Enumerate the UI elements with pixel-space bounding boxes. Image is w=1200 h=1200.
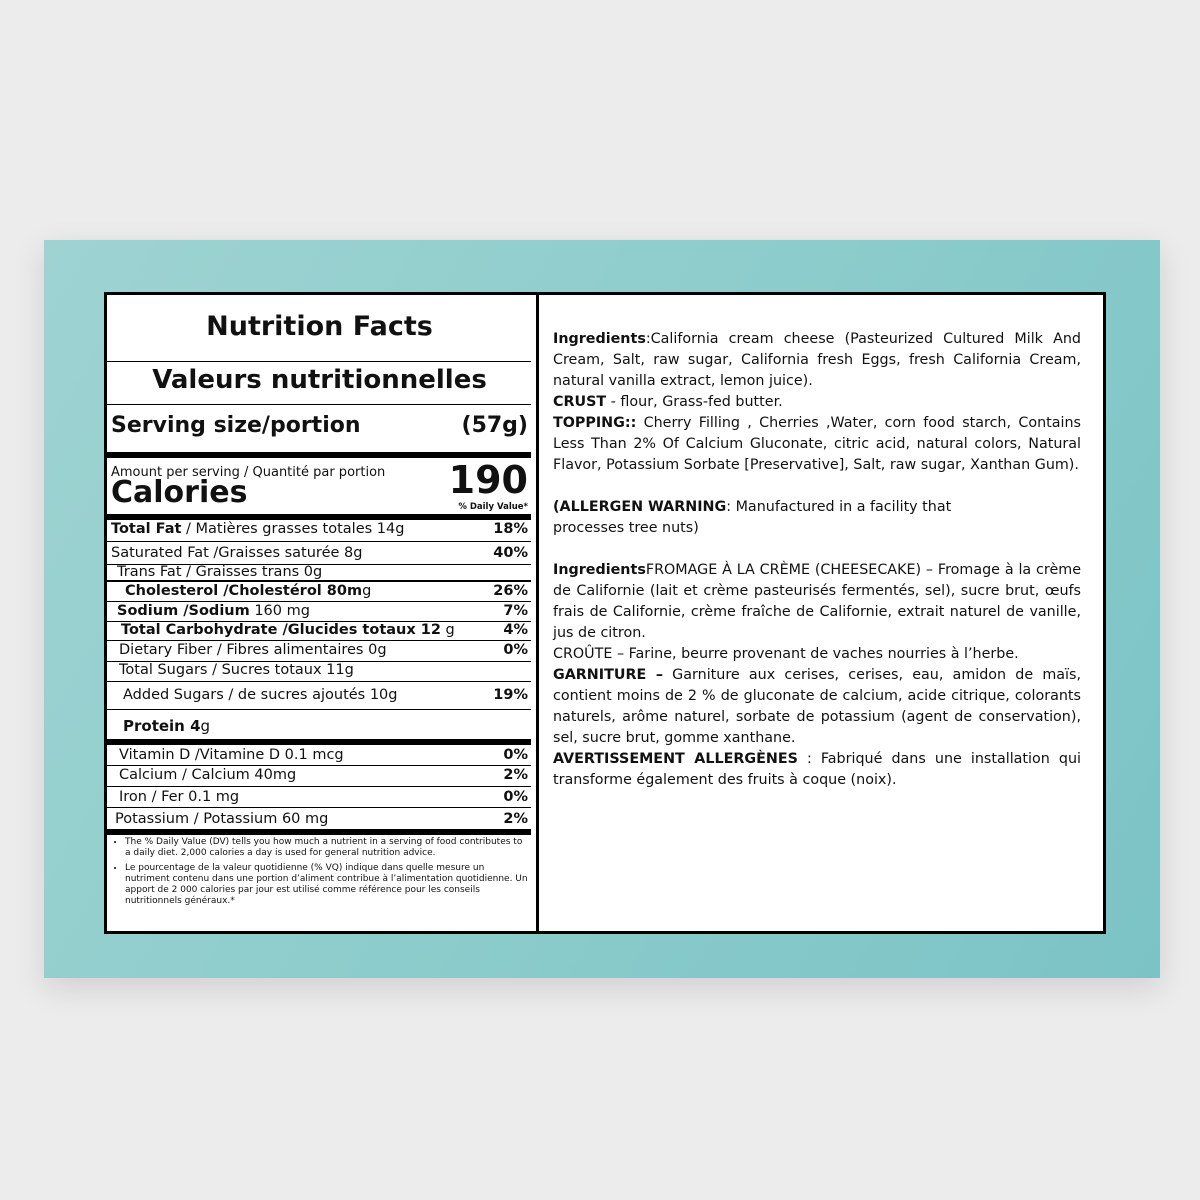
nutrition-title-fr: Valeurs nutritionnelles (152, 365, 487, 395)
vitamin-name: Potassium / Potassium 60 mg (115, 811, 329, 827)
garniture-text: Garniture aux cerises, cerises, eau, amidon de maïs, contient moins de 2 % de gluconate de calcium, acide citrique, colorants naturels, arôme naturel, sorbate de potassium (agent de conservation), sel, sucre brut, gomme xanthane. (553, 667, 1081, 746)
nutrient-name (111, 521, 404, 537)
avertissement-text: : Fabriqué dans une installation qui transforme également des fruits à coque (noix). (553, 751, 1081, 788)
divider-line (107, 580, 531, 582)
nutrient-name: Added Sugars / de sucres ajoutés 10g (123, 687, 398, 703)
vitamin-name: Iron / Fer 0.1 mg (119, 789, 240, 805)
serving-size-value: (57g) (461, 413, 528, 438)
nutrient-row-saturated-fat (111, 545, 528, 561)
nutrient-name (117, 603, 310, 619)
divider-line (107, 404, 531, 405)
allergen-text: : Manufactured in a facility that processes tree nuts) (553, 499, 952, 536)
footnote-fr: • Le pourcentage de la valeur quotidienne (% VQ) indique dans quelle mesure un nutriment contenu dans une portion d’aliment contribue à l’alimentation quotidienne. Un apport de 2 000 calories par jour est utilisé comme référence pour les conseils nutritionnels généraux.* (125, 863, 528, 907)
avertissement-label: AVERTISSEMENT ALLERGÈNES (553, 751, 798, 767)
spacer (553, 539, 1081, 560)
nutrient-row-carbohydrate (111, 622, 528, 638)
divider-line (107, 709, 531, 710)
nutrient-name (123, 717, 210, 735)
nutrient-row-added-sugars (111, 687, 528, 703)
nutrient-dv: 18% (493, 521, 528, 537)
serving-size-label: Serving size/portion (111, 413, 361, 438)
ingredients-panel (553, 329, 1081, 791)
thick-divider (107, 739, 531, 745)
nutrient-name-rest: / Matières grasses totales (181, 521, 373, 537)
allergen-warning-en (553, 497, 1081, 539)
nutrition-facts-panel (107, 295, 536, 931)
nutrition-title-en: Nutrition Facts (206, 311, 433, 342)
nutrient-dv: 4% (503, 622, 528, 638)
nutrient-name: Dietary Fiber / Fibres alimentaires 0g (119, 642, 387, 658)
nutrient-dv: 0% (503, 642, 528, 658)
divider-line (107, 786, 531, 787)
nutrient-name-rest: 160 mg (249, 603, 310, 619)
nutrient-dv: 40% (493, 545, 528, 561)
allergen-label: (ALLERGEN WARNING (553, 499, 727, 515)
vitamin-row-calcium (111, 767, 528, 783)
topping-text: Cherry Filling , Cherries ,Water, corn food starch, Contains Less Than 2% Of Calcium Gluconate, citric acid, natural colors, Natural Flavor, Potassium Sorbate [Preservative], Salt, raw sugar, Xanthan Gum). (553, 415, 1081, 473)
footnote (111, 837, 528, 911)
garniture-label: GARNITURE – (553, 667, 663, 683)
spacer (553, 476, 1081, 497)
serving-size-row (111, 413, 528, 438)
divider-line (107, 681, 531, 682)
vitamin-row-iron (111, 789, 528, 805)
nutrient-name-rest: g (440, 622, 455, 638)
nutrient-name (121, 622, 455, 638)
nutrient-name-rest: g (200, 717, 211, 735)
nutrient-row-cholesterol (111, 583, 528, 599)
nutrient-name: Total Sugars / Sucres totaux 11g (119, 662, 354, 678)
ingredients-en (553, 329, 1081, 392)
divider-line (107, 807, 531, 808)
vitamin-dv: 2% (503, 811, 528, 827)
nutrient-row-total-fat (111, 521, 528, 537)
vitamin-row-vitamin-d (111, 747, 528, 763)
divider-line (107, 361, 531, 362)
label-divider (536, 295, 539, 931)
nutrient-row-dietary-fiber (111, 642, 528, 658)
nutrient-dv: 26% (493, 583, 528, 599)
calories-value-row (111, 458, 528, 502)
croute-line: CROÛTE – Farine, beurre provenant de vaches nourries à l’herbe. (553, 646, 1019, 662)
nutrient-name-bold: Total Fat (111, 521, 182, 537)
allergen-warning-fr (553, 749, 1081, 791)
nutrient-dv: 19% (493, 687, 528, 703)
ingredients-fr-text: FROMAGE À LA CRÈME (CHEESECAKE) – Fromage à la crème de Californie (lait et crème pasteurisés fermentés, sel), sucre brut, œufs frais de Californie, crème fraîche de Californie, extrait naturel de vanille, jus de citron. (553, 562, 1081, 641)
calories-label: Calories (111, 475, 248, 510)
vitamin-row-potassium (111, 811, 528, 827)
vitamin-name: Vitamin D /Vitamine D 0.1 mcg (119, 747, 344, 763)
daily-value-header: % Daily Value* (458, 502, 528, 512)
topping-label: TOPPING:: (553, 415, 637, 431)
divider-line (107, 541, 531, 542)
crust-text: - flour, Grass-fed butter. (606, 394, 783, 410)
ingredients-fr-label: Ingredients (553, 562, 646, 578)
thick-divider (107, 829, 531, 835)
nutrient-name-bold: Total Carbohydrate /Glucides totaux 12 (121, 622, 441, 638)
nutrient-name-bold: Sodium /Sodium (117, 603, 250, 619)
nutrient-name-rest: g (362, 583, 372, 599)
nutrient-row-trans-fat (111, 564, 528, 580)
crust-line (553, 392, 1081, 413)
divider-line (107, 640, 531, 641)
topping-line (553, 413, 1081, 476)
nutrient-dv: 7% (503, 603, 528, 619)
ingredients-en-text: :California cream cheese (Pasteurized Cultured Milk And Cream, Salt, raw sugar, California fresh Eggs, fresh California Cream, natural vanilla extract, lemon juice). (553, 331, 1081, 389)
footnote-en: • The % Daily Value (DV) tells you how much a nutrient in a serving of food contributes to a daily diet. 2,000 calories a day is used for general nutrition advice. (125, 837, 528, 859)
nutrient-name: Saturated Fat /Graisses saturée 8g (111, 545, 363, 561)
ingredients-en-label: Ingredients (553, 331, 646, 347)
vitamin-name: Calcium / Calcium 40mg (119, 767, 297, 783)
nutrient-name: Trans Fat / Graisses trans 0g (117, 564, 323, 580)
vitamin-dv: 0% (503, 747, 528, 763)
ingredients-fr (553, 560, 1081, 644)
nutrient-row-sodium (111, 603, 528, 619)
nutrient-row-protein (111, 717, 528, 735)
crust-label: CRUST (553, 394, 607, 410)
product-label (104, 292, 1106, 934)
vitamin-dv: 2% (503, 767, 528, 783)
nutrient-row-total-sugars (111, 662, 528, 678)
nutrient-amount: 14g (372, 521, 405, 537)
nutrient-name-bold: Cholesterol /Cholestérol 80m (125, 583, 363, 599)
vitamin-dv: 0% (503, 789, 528, 805)
garniture-line (553, 665, 1081, 749)
calories-value: 190 (448, 458, 528, 502)
nutrient-name-bold: Protein 4 (123, 717, 201, 735)
divider-line (107, 765, 531, 766)
amount-per-serving: Amount per serving / Quantité par portion (111, 465, 386, 480)
divider-line (107, 601, 531, 602)
nutrient-name (125, 583, 371, 599)
thick-divider (107, 514, 531, 520)
